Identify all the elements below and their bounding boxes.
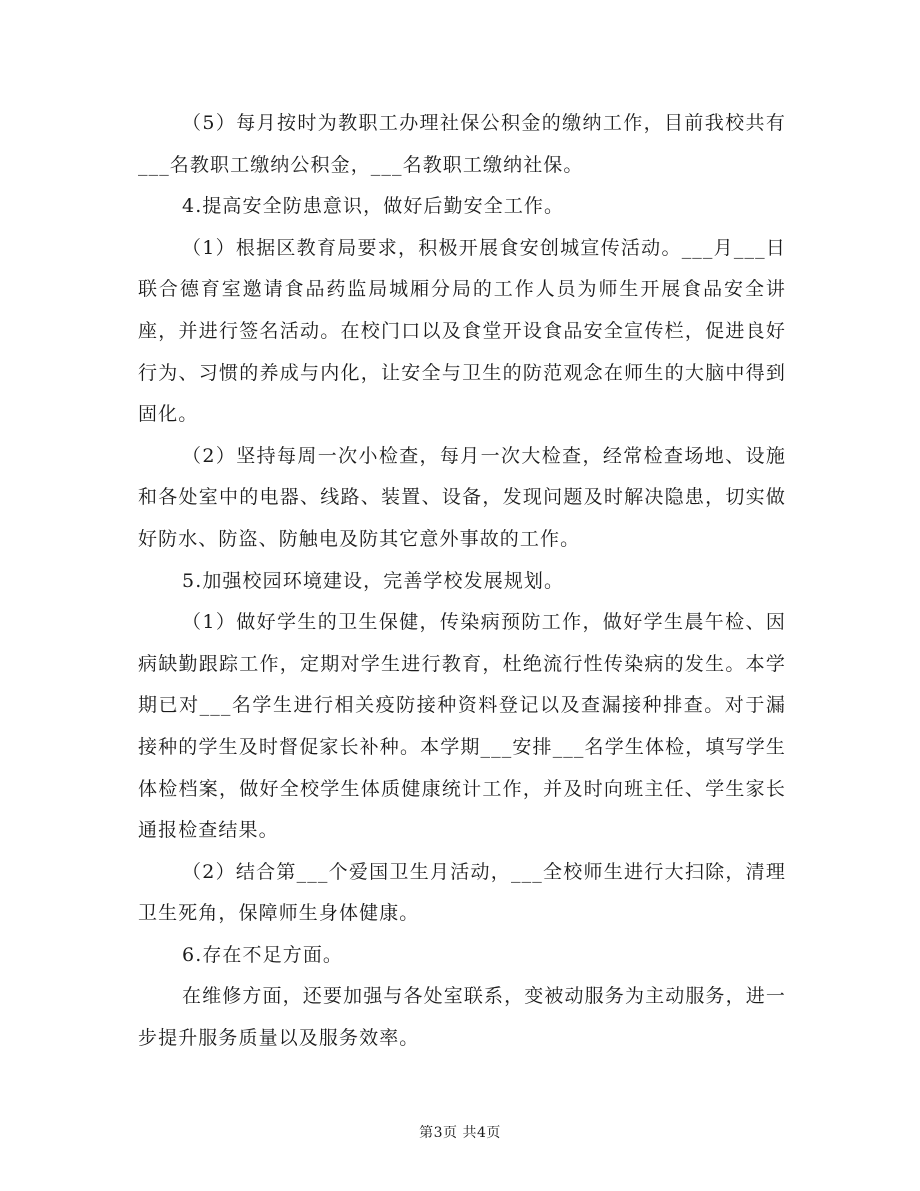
page-indicator: 第3页 共4页	[419, 1125, 501, 1141]
paragraph-hygiene-month: （2）结合第___个爱国卫生月活动，___全校师生进行大扫除，清理卫生死角，保障师生身体健康。	[138, 860, 786, 925]
paragraph-health-care: （1）做好学生的卫生保健，传染病预防工作，做好学生晨午检、因病缺勤跟踪工作，定期对学生进行教育，杜绝流行性传染病的发生。本学期已对___名学生进行相关疫防接种资料登记以及查漏接种排查。对于漏接种的学生及时督促家长补种。本学期___安排___名学生体检，填写学生体检档案，做好全校学生体质健康统计工作，并及时向班主任、学生家长通报检查结果。	[138, 611, 786, 842]
document-body	[138, 103, 786, 1060]
section-heading-safety: 4.提高安全防患意识，做好后勤安全工作。	[182, 195, 565, 218]
section-heading-shortcomings: 6.存在不足方面。	[182, 943, 344, 966]
paragraph-food-safety: （1）根据区教育局要求，积极开展食安创城宣传活动。___月___日联合德育室邀请食品药监局城厢分局的工作人员为师生开展食品安全讲座，并进行签名活动。在校门口以及食堂开设食品安全宣传栏，促进良好行为、习惯的养成与内化，让安全与卫生的防范观念在师生的大脑中得到固化。	[138, 236, 786, 426]
paragraph-maintenance: 在维修方面，还要加强与各处室联系，变被动服务为主动服务，进一步提升服务质量以及服务效率。	[138, 985, 786, 1050]
paragraph-social-security: （5）每月按时为教职工办理社保公积金的缴纳工作，目前我校共有___名教职工缴纳公积金，___名教职工缴纳社保。	[138, 112, 786, 176]
section-heading-environment: 5.加强校园环境建设，完善学校发展规划。	[182, 569, 565, 592]
paragraph-inspection: （2）坚持每周一次小检查，每月一次大检查，经常检查场地、设施和各处室中的电器、线路、装置、设备，发现问题及时解决隐患，切实做好防水、防盗、防触电及防其它意外事故的工作。	[138, 444, 786, 550]
